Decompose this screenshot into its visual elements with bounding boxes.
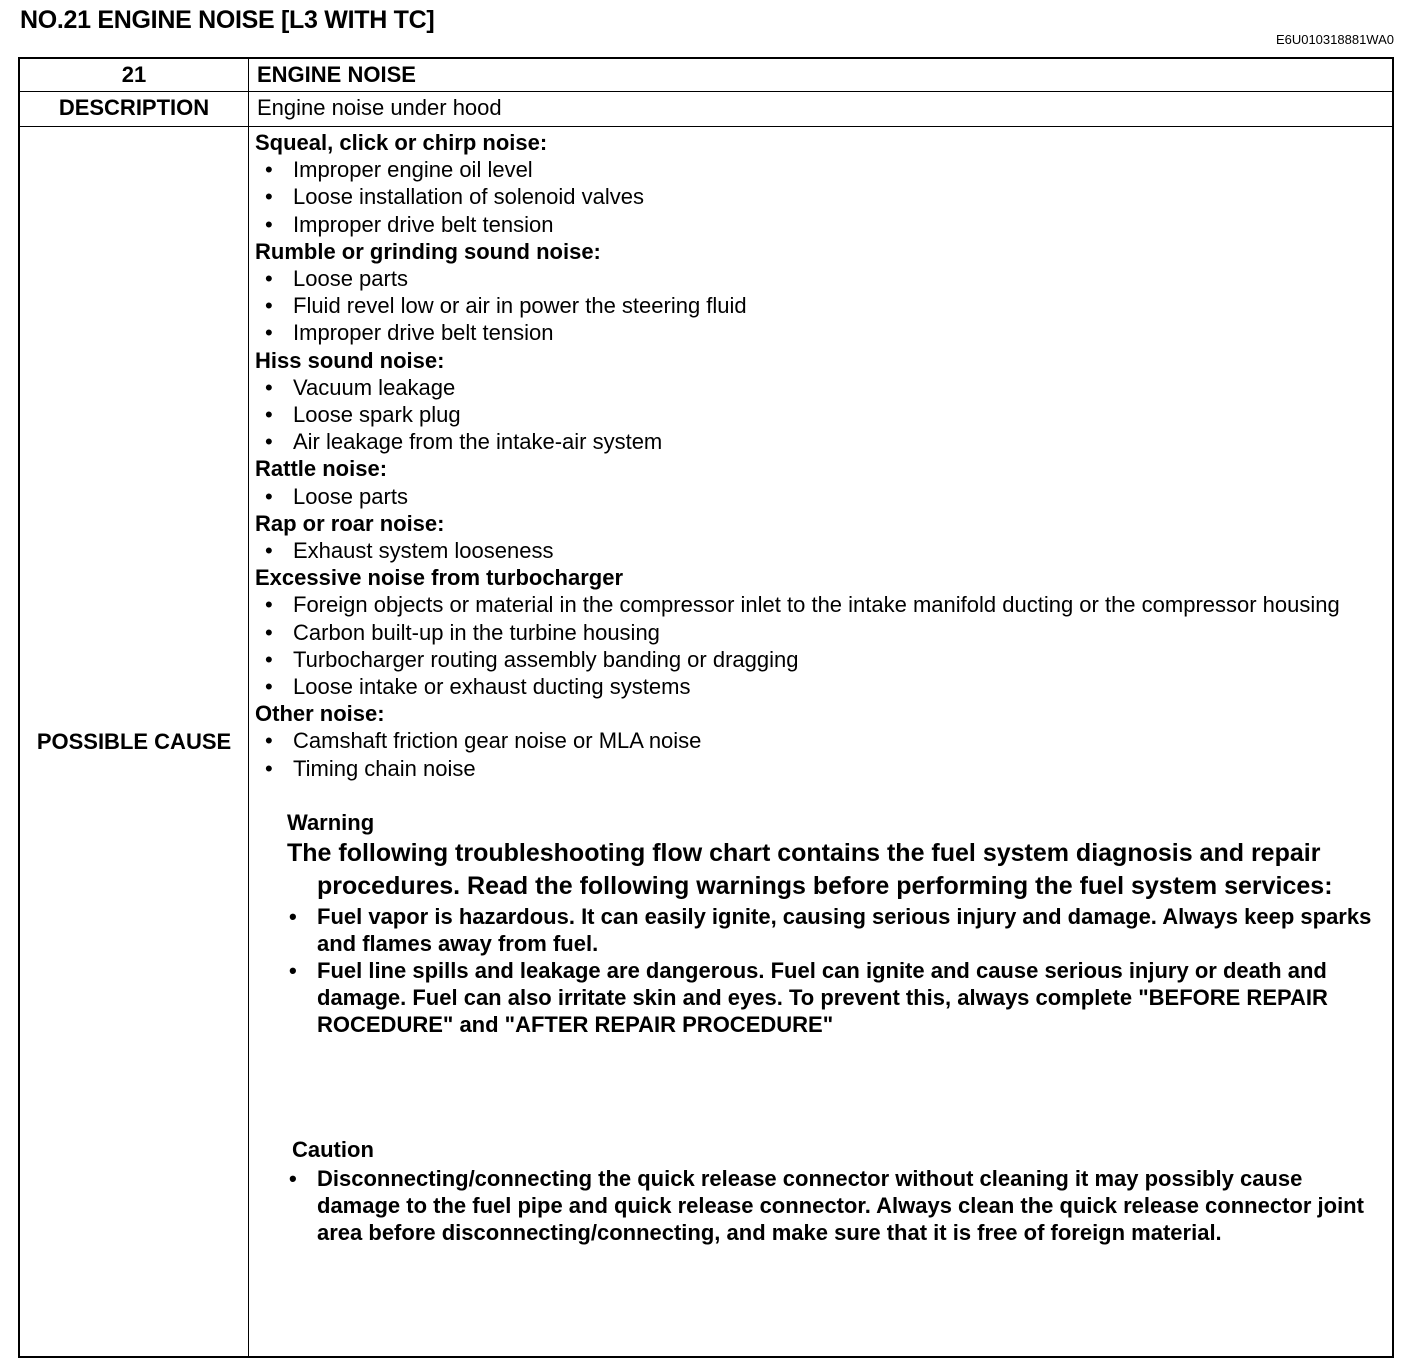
caution-item: • Disconnecting/connecting the quick release connector without cleaning it may possibly cause damage to the fuel pipe and quick release connector. Always clean the quick release connector joint area before disconnecting/connecting, and make sure that it is free of foreign material. [287, 1165, 1380, 1246]
page-title: NO.21 ENGINE NOISE [L3 WITH TC] [20, 6, 435, 34]
list-item: • Exhaust system looseness [255, 537, 1380, 564]
warning-block [255, 809, 1380, 1038]
cause-item-list [255, 265, 1380, 347]
list-item: • Turbocharger routing assembly banding or dragging [255, 646, 1380, 673]
cause-category-title: Excessive noise from turbocharger [255, 565, 624, 591]
possible-cause-content [249, 127, 1392, 1246]
warning-title: Warning [287, 809, 375, 835]
list-item: • Improper drive belt tension [255, 319, 1380, 346]
document-code: E6U010318881WA0 [1275, 32, 1394, 47]
cause-item-list [255, 537, 1380, 564]
caution-title: Caution [292, 1136, 374, 1162]
cause-item-list [255, 374, 1380, 456]
cause-category-title: Rumble or grinding sound noise: [255, 238, 601, 264]
cause-category-title: Squeal, click or chirp noise: [255, 130, 548, 155]
cause-category-title: Hiss sound noise: [255, 347, 445, 373]
list-item: • Improper drive belt tension [255, 211, 1380, 238]
possible-cause-label: POSSIBLE CAUSE [36, 728, 232, 754]
caution-list [287, 1165, 1380, 1246]
description-value-cell [249, 92, 1394, 127]
row-number-label: 21 [121, 62, 147, 87]
list-item: • Loose parts [255, 265, 1380, 292]
cause-category-title: Rattle noise: [255, 456, 388, 482]
warning-lead-text: The following troubleshooting flow chart contains the fuel system diagnosis and repair procedures. Read the following warnings before performing the fuel system services: [287, 838, 1333, 900]
list-item: • Loose installation of solenoid valves [255, 183, 1380, 210]
list-item: • Loose intake or exhaust ducting systems [255, 673, 1380, 700]
cause-item-list [255, 483, 1380, 510]
table-row-number [19, 58, 1393, 92]
cause-category-title: Other noise: [255, 701, 385, 727]
cause-item-list [255, 156, 1380, 238]
caution-block [255, 1135, 1380, 1246]
table-row-possible-cause [19, 127, 1393, 1358]
troubleshooting-table [18, 57, 1394, 1358]
list-item: • Fluid revel low or air in power the steering fluid [255, 292, 1380, 319]
row-number-value-cell [249, 58, 1394, 92]
description-value: Engine noise under hood [257, 95, 502, 120]
warning-item: • Fuel vapor is hazardous. It can easily ignite, causing serious injury and damage. Always keep sparks and flames away from fuel. [287, 903, 1380, 957]
cause-item-list [255, 591, 1380, 700]
possible-cause-label-cell [19, 127, 249, 1358]
list-item: • Timing chain noise [255, 755, 1380, 782]
list-item: • Camshaft friction gear noise or MLA noise [255, 727, 1380, 754]
cause-item-list [255, 727, 1380, 781]
list-item: • Foreign objects or material in the compressor inlet to the intake manifold ducting or the compressor housing [255, 591, 1380, 618]
table-row-description [19, 92, 1393, 127]
warning-list [287, 903, 1380, 1038]
warning-item: • Fuel line spills and leakage are dangerous. Fuel can ignite and cause serious injury or death and damage. Fuel can also irritate skin and eyes. To prevent this, always complete "BEFORE REPAIR ROCEDURE" and "AFTER REPAIR PROCEDURE" [287, 957, 1380, 1038]
description-label: DESCRIPTION [58, 95, 210, 120]
cause-category-title: Rap or roar noise: [255, 510, 445, 536]
list-item: • Improper engine oil level [255, 156, 1380, 183]
list-item: • Vacuum leakage [255, 374, 1380, 401]
row-number-value: ENGINE NOISE [257, 62, 416, 87]
list-item: • Loose parts [255, 483, 1380, 510]
row-number-label-cell [19, 58, 249, 92]
list-item: • Carbon built-up in the turbine housing [255, 619, 1380, 646]
description-label-cell [19, 92, 249, 127]
list-item: • Loose spark plug [255, 401, 1380, 428]
list-item: • Air leakage from the intake-air system [255, 428, 1380, 455]
possible-cause-content-cell [249, 127, 1394, 1358]
